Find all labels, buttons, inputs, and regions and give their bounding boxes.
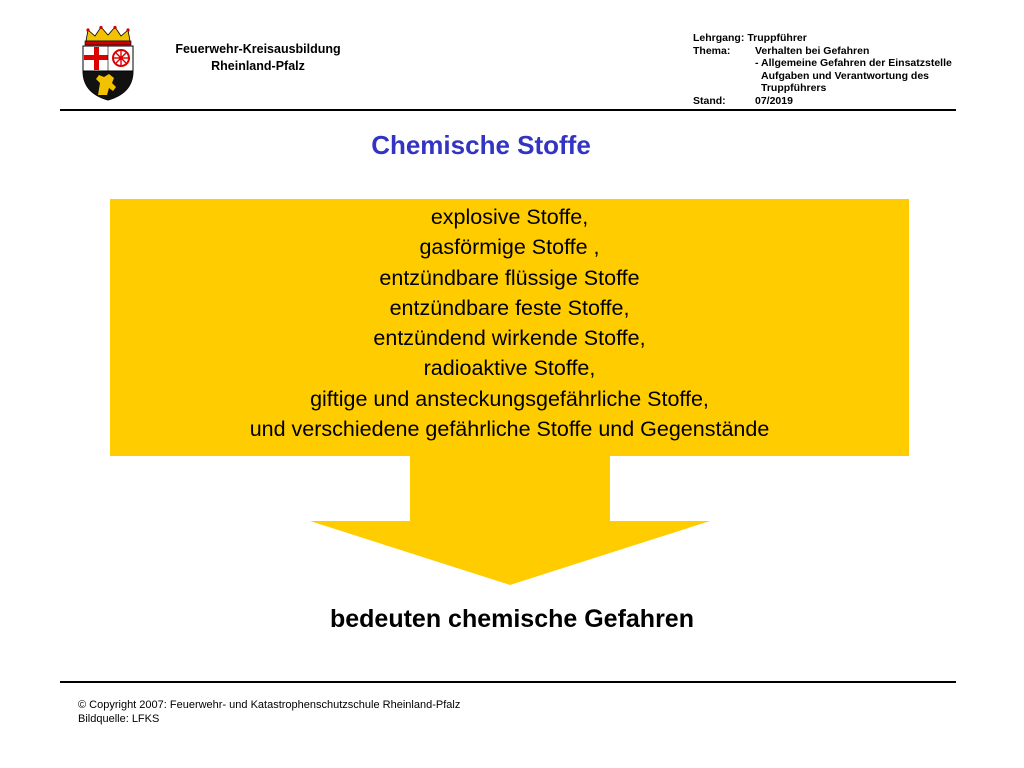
footer-divider (60, 681, 956, 683)
status-value: 07/2019 (755, 94, 793, 107)
substance-item: entzündbare flüssige Stoffe (379, 265, 640, 290)
substance-item: giftige und ansteckungsgefährliche Stoffe, (310, 386, 709, 411)
organization-title (150, 41, 366, 75)
course-label: Lehrgang: (693, 32, 745, 44)
organization-line-2: Rheinland-Pfalz (211, 59, 305, 73)
subtopic-line-3: Truppführers (761, 82, 827, 94)
copyright-text: © Copyright 2007: Feuerwehr- und Katastrophenschutzschule Rheinland-Pfalz (78, 699, 461, 711)
course-value: Truppführer (747, 32, 807, 44)
down-arrow-icon (310, 456, 710, 591)
topic-value: Verhalten bei Gefahren (755, 44, 870, 57)
slide-title: Chemische Stoffe (371, 130, 591, 160)
status-label: Stand: (693, 94, 726, 107)
substance-item: entzündend wirkende Stoffe, (373, 326, 646, 351)
topic-label: Thema: (693, 44, 731, 57)
subtopic-line-2: Aufgaben und Verantwortung des (761, 69, 930, 82)
substance-item: entzündbare feste Stoffe, (389, 295, 630, 320)
substance-item: explosive Stoffe, (430, 205, 589, 229)
subtopic-line-1: - Allgemeine Gefahren der Einsatzstelle (755, 57, 952, 69)
image-source-text: Bildquelle: LFKS (78, 713, 160, 725)
result-text: bedeuten chemische Gefahren (329, 605, 694, 633)
coat-of-arms-icon (78, 25, 138, 101)
course-meta (693, 32, 952, 107)
substance-item: gasförmige Stoffe , (419, 235, 600, 260)
footer (78, 698, 460, 726)
substance-item: und verschiedene gefährliche Stoffe und Gegenstände (249, 417, 770, 442)
header-divider (60, 109, 956, 111)
substance-item: radioaktive Stoffe, (423, 356, 596, 381)
substances-box (110, 199, 909, 456)
organization-line-1: Feuerwehr-Kreisausbildung (175, 42, 341, 56)
